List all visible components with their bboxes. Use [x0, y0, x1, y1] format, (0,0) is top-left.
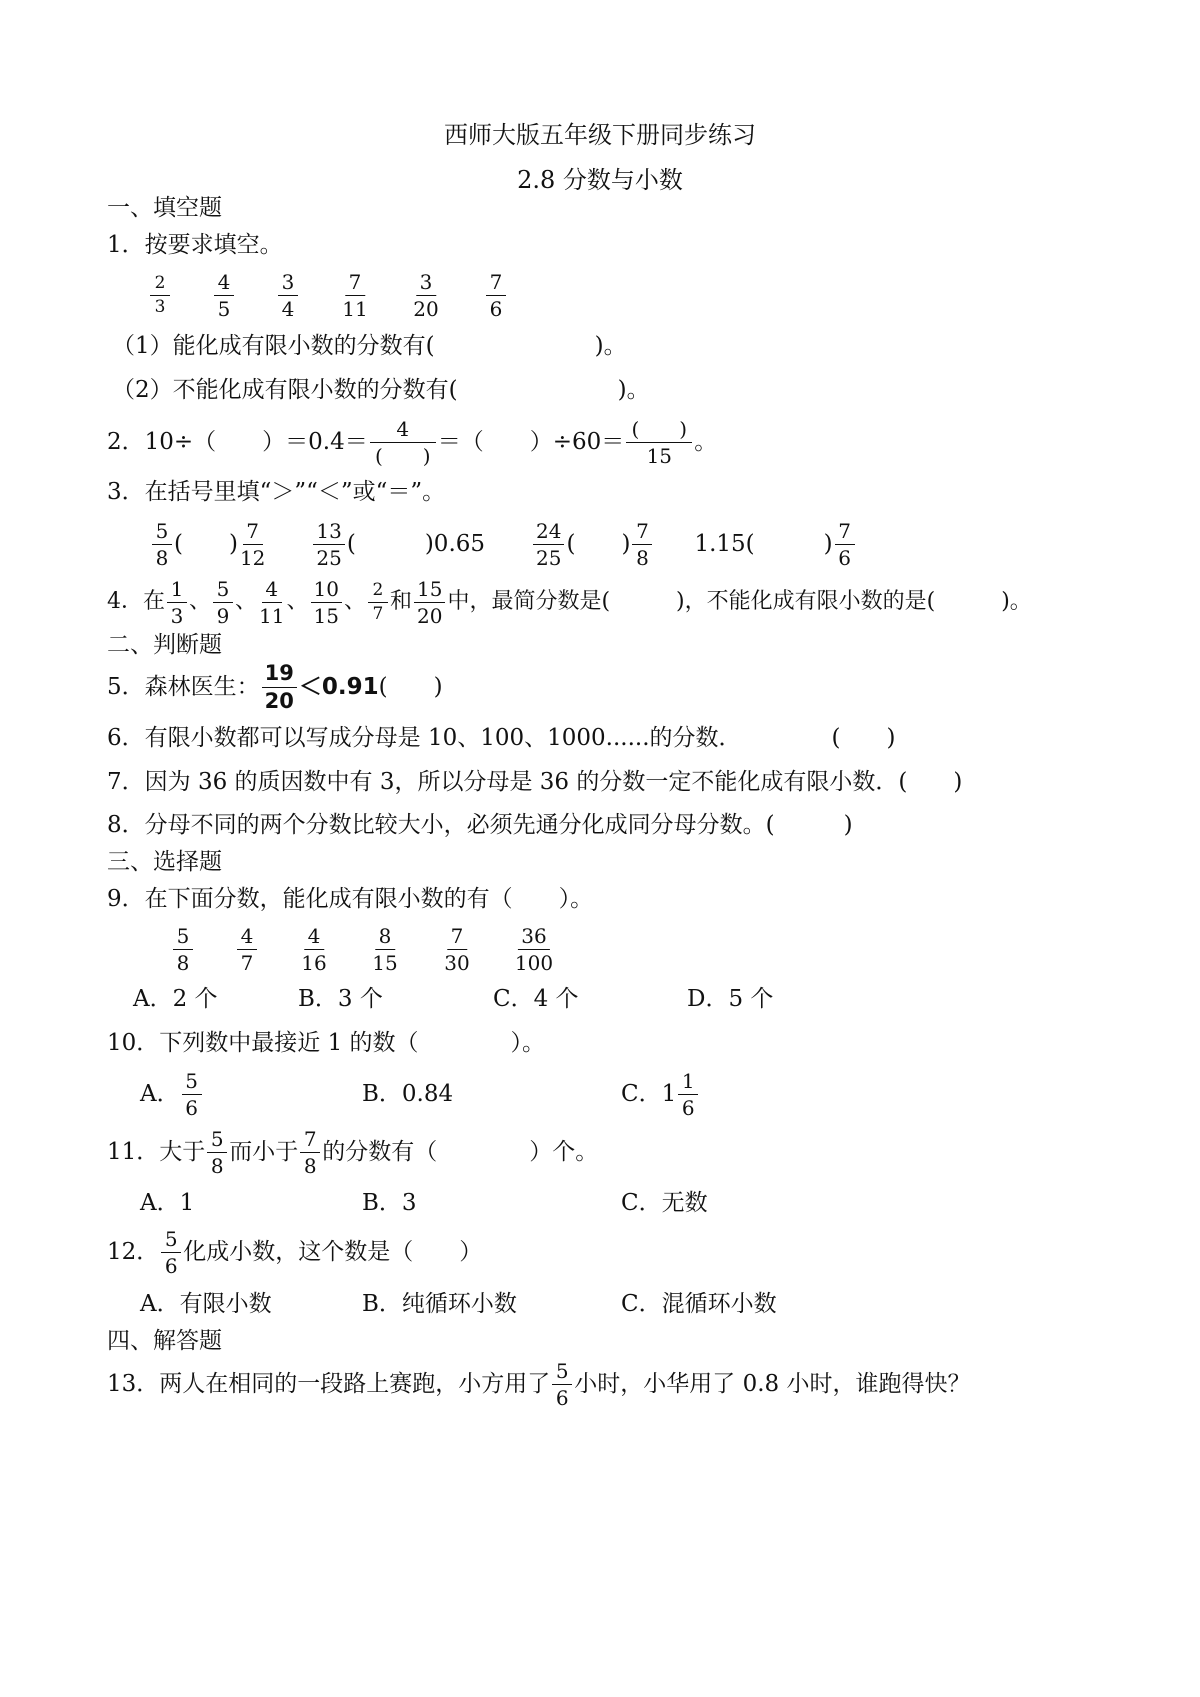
fraction: $\frac{4}{11}$: [259, 576, 285, 628]
question-8: 8．分母不同的两个分数比较大小，必须先通分化成同分母分数。( ): [107, 812, 853, 838]
question-text: 6．有限小数都可以写成分母是 10、100、1000......的分数．: [107, 725, 742, 751]
fraction: $\frac{3}{20}$: [413, 269, 439, 321]
question-10-stem: 10．下列数中最接近 1 的数（ ）。: [107, 1030, 546, 1056]
fraction: $\frac{36}{100}$: [514, 923, 554, 975]
part-text-end: )。: [617, 377, 650, 403]
choice-option[interactable]: D．5 个: [687, 986, 774, 1012]
fraction: $\frac{5}{6}$: [182, 1071, 202, 1118]
choice-option[interactable]: B．纯循环小数: [362, 1291, 517, 1317]
section-heading: 三、选择题: [107, 849, 222, 875]
choice-option[interactable]: C．无数: [621, 1190, 708, 1216]
choice-option[interactable]: B．3 个: [298, 986, 383, 1012]
question-12: [107, 1226, 483, 1278]
fraction: $\frac{19}{20}$: [262, 663, 297, 712]
question-2: [107, 416, 718, 468]
question-13: [107, 1358, 971, 1410]
fraction: $\frac{2}{7}$: [368, 582, 388, 623]
fraction: $\frac{13}{25}$: [313, 521, 344, 568]
choice-option[interactable]: [140, 1068, 204, 1120]
question-9-stem: 9．在下面分数，能化成有限小数的有（ ）。: [107, 886, 594, 912]
question-1-fractions: [0, 270, 1200, 320]
separator: 、: [189, 589, 212, 614]
separator: 和: [389, 589, 412, 614]
question-text: 的分数有（ ）个。: [322, 1139, 599, 1165]
choice-option[interactable]: [621, 1068, 700, 1120]
fraction: $\frac{7}{12}$: [239, 518, 266, 570]
fraction: $\frac{8}{15}$: [372, 923, 398, 975]
option-label: C．1: [621, 1081, 677, 1107]
question-6: [107, 723, 895, 753]
fraction: $\frac{7}{6}$: [835, 521, 855, 568]
fraction: $\frac{5}{9}$: [213, 579, 233, 626]
question-text: 13．两人在相同的一段路上赛跑，小方用了: [107, 1371, 551, 1397]
question-1-part-2: [112, 375, 650, 405]
fraction: $\frac{5}{8}$: [173, 926, 193, 973]
fraction: $\frac{2}{3}$: [150, 275, 170, 316]
judge-blank[interactable]: ( ): [831, 725, 896, 751]
part-text: （2）不能化成有限小数的分数有(: [112, 377, 458, 403]
choice-option[interactable]: C．4 个: [493, 986, 579, 1012]
question-3-comparisons: [150, 518, 857, 570]
separator: 、: [235, 589, 258, 614]
question-5: [107, 660, 443, 713]
inequality-text: ＜0.91: [298, 674, 379, 700]
question-3-stem: 3．在括号里填“＞”“＜”或“＝”。: [107, 479, 446, 505]
question-1-part-1: [112, 331, 627, 361]
question-text: 11．大于: [107, 1139, 206, 1165]
fraction: $\frac{3}{4}$: [278, 272, 298, 319]
separator: 、: [343, 589, 366, 614]
fraction: $\frac{4}{16}$: [301, 923, 327, 975]
fraction: $\frac{5}{6}$: [552, 1361, 572, 1408]
fraction: $\frac{4}{7}$: [237, 926, 257, 973]
judge-blank[interactable]: ( ): [378, 674, 443, 700]
fraction: $\frac{10}{15}$: [311, 579, 342, 626]
compare-blank[interactable]: ( )0.65: [346, 531, 486, 557]
fraction: $\frac{7}{8}$: [300, 1129, 320, 1176]
section-heading: 一、填空题: [107, 195, 222, 221]
choice-option[interactable]: B．3: [362, 1190, 417, 1216]
fraction: $\frac{15}{20}$: [414, 579, 445, 626]
fraction: $\frac{5}{8}$: [152, 521, 172, 568]
question-9-fractions: [0, 924, 1200, 974]
fraction: $\frac{7}{6}$: [486, 272, 506, 319]
option-label: A．: [140, 1081, 180, 1107]
section-heading: 四、解答题: [107, 1328, 222, 1354]
question-text: 5．森林医生：: [107, 674, 260, 700]
question-text: 小时，小华用了 0.8 小时，谁跑得快？: [574, 1371, 971, 1397]
section-heading: 二、判断题: [107, 632, 222, 658]
separator: 、: [286, 589, 309, 614]
fraction: $\frac{7}{11}$: [342, 269, 368, 321]
fraction: $\frac{1}{3}$: [167, 579, 187, 626]
page-title: 西师大版五年级下册同步练习: [444, 121, 756, 149]
choice-option[interactable]: A．有限小数: [140, 1291, 272, 1317]
choice-option[interactable]: C．混循环小数: [621, 1291, 777, 1317]
compare-blank[interactable]: 1.15( ): [694, 531, 833, 557]
page-subtitle: 2.8 分数与小数: [517, 166, 683, 194]
fraction: $\frac{7}{8}$: [632, 521, 652, 568]
compare-blank[interactable]: ( ): [174, 531, 238, 557]
question-text: 中，最简分数是( )，不能化成有限小数的是( )。: [447, 589, 1032, 614]
question-11: [107, 1126, 599, 1178]
fraction: $\frac{( )}{15}$: [626, 419, 692, 466]
fraction: $\frac{4}{( )}$: [370, 419, 436, 466]
question-text: 2．10÷（ ）＝0.4＝: [107, 429, 368, 455]
fraction: $\frac{24}{25}$: [533, 521, 564, 568]
choice-option[interactable]: B．0.84: [362, 1081, 454, 1107]
question-text: 而小于: [229, 1139, 299, 1165]
fraction: $\frac{5}{6}$: [161, 1229, 181, 1276]
question-text: 。: [694, 429, 718, 455]
question-7: 7．因为 36 的质因数中有 3，所以分母是 36 的分数一定不能化成有限小数．( ): [107, 769, 963, 795]
choice-option[interactable]: A．1: [140, 1190, 195, 1216]
compare-blank[interactable]: ( ): [566, 531, 631, 557]
fraction: $\frac{4}{5}$: [214, 272, 234, 319]
question-text: 12．: [107, 1239, 160, 1265]
question-text: ＝（ ）÷60＝: [437, 429, 625, 455]
question-1-stem: 1．按要求填空。: [107, 232, 283, 258]
part-text-end: )。: [594, 333, 627, 359]
choice-option[interactable]: A．2 个: [133, 986, 218, 1012]
question-text: 化成小数，这个数是（ ）: [183, 1239, 483, 1265]
fraction: $\frac{1}{6}$: [678, 1071, 698, 1118]
question-text: 4．在: [107, 589, 165, 614]
fraction: $\frac{5}{8}$: [207, 1129, 227, 1176]
question-4: [107, 576, 1032, 628]
fraction: $\frac{7}{30}$: [444, 923, 470, 975]
part-text: （1）能化成有限小数的分数有(: [112, 333, 435, 359]
